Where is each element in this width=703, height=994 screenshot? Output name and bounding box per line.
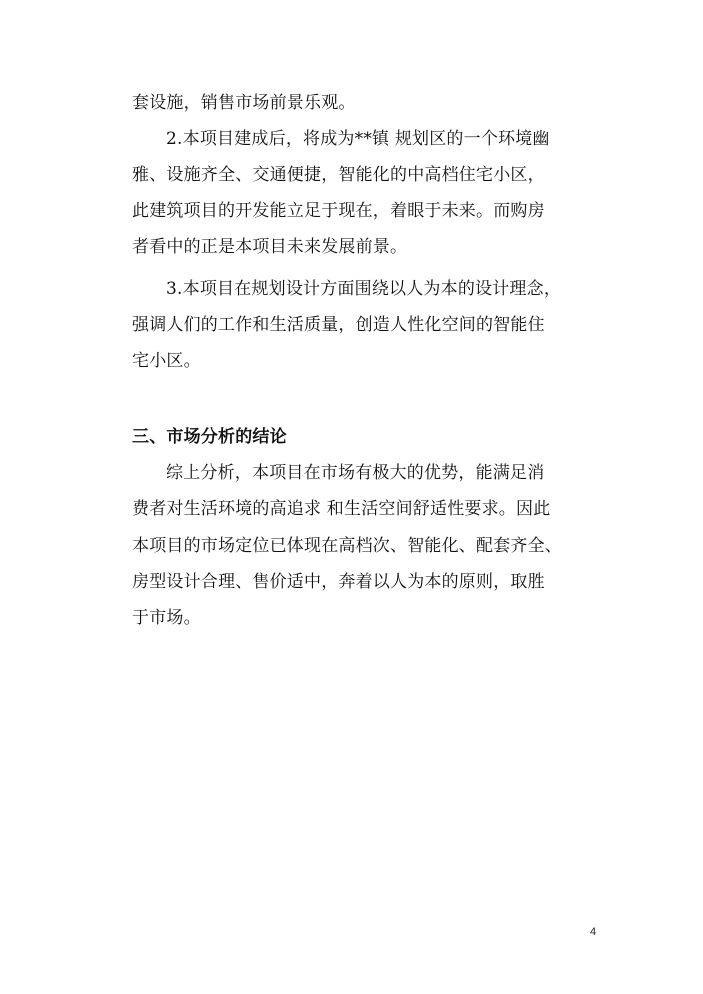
section-3-heading: 三、市场分析的结论 bbox=[132, 427, 287, 447]
point-2-line-4: 者看中的正是本项目未来发展前景。 bbox=[132, 237, 408, 257]
page-number: 4 bbox=[590, 926, 597, 938]
paragraph-continuation-line-1: 套设施，销售市场前景乐观。 bbox=[132, 93, 356, 113]
section-3-line-1: 综上分析，本项目在市场有极大的优势，能满足消 bbox=[166, 463, 545, 483]
section-3-line-5: 于市场。 bbox=[132, 608, 201, 628]
point-2-line-1: 2.本项目建成后，将成为**镇 规划区的一个环境幽 bbox=[166, 129, 550, 149]
point-3-line-3: 宅小区。 bbox=[132, 351, 201, 371]
section-3-line-4: 房型设计合理、售价适中，奔着以人为本的原则，取胜 bbox=[132, 572, 545, 592]
point-3-line-2: 强调人们的工作和生活质量，创造人性化空间的智能住 bbox=[132, 315, 545, 335]
point-2-line-2: 雅、设施齐全、交通便捷，智能化的中高档住宅小区， bbox=[132, 165, 545, 185]
section-3-line-3: 本项目的市场定位已体现在高档次、智能化、配套齐全、 bbox=[132, 536, 562, 556]
point-2-line-3: 此建筑项目的开发能立足于现在，着眼于未来。而购房 bbox=[132, 201, 545, 221]
section-3-line-2: 费者对生活环境的高追求 和生活空间舒适性要求。因此 bbox=[132, 499, 551, 519]
point-3-line-1: 3.本项目在规划设计方面围绕以人为本的设计理念， bbox=[166, 279, 562, 299]
